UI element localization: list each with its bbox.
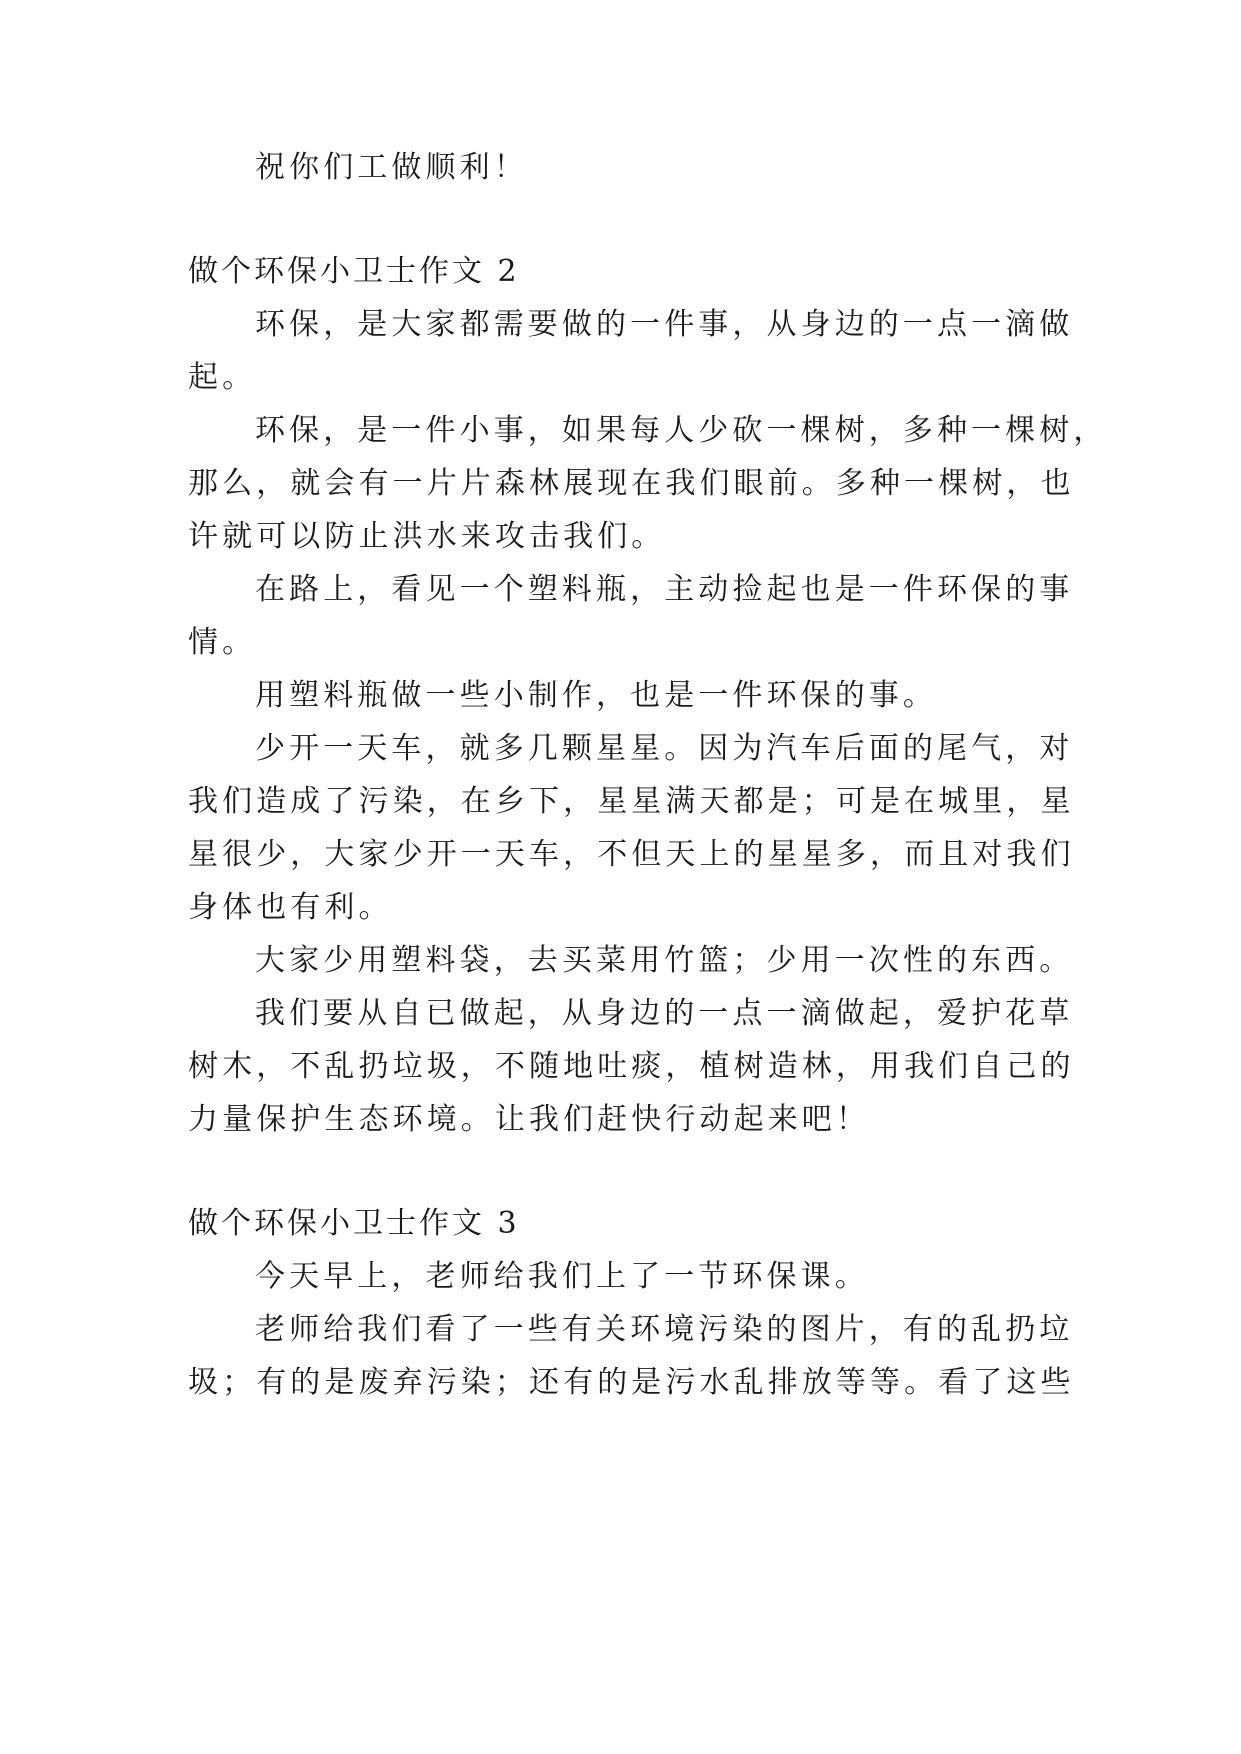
paragraph-line: 少开一天车，就多几颗星星。因为汽车后面的尾气，对 xyxy=(255,731,1074,766)
paragraph-line: 我们要从自已做起，从身边的一点一滴做起，爱护花草 xyxy=(255,996,1074,1031)
section-heading: 做个环保小卫士作文 2 xyxy=(188,254,520,289)
paragraph-line: 环保，是一件小事，如果每人少砍一棵树，多种一棵树， xyxy=(255,413,1108,448)
paragraph-line: 大家少用塑料袋，去买菜用竹篮；少用一次性的东西。 xyxy=(255,943,1074,978)
paragraph-line: 那么，就会有一片片森林展现在我们眼前。多种一棵树，也 xyxy=(188,466,1075,501)
paragraph-line: 我们造成了污染，在乡下，星星满天都是；可是在城里，星 xyxy=(188,784,1075,819)
closing-line: 祝你们工做顺利！ xyxy=(255,150,528,185)
paragraph-line: 许就可以防止洪水来攻击我们。 xyxy=(188,519,666,554)
paragraph-line: 身体也有利。 xyxy=(188,890,393,925)
section-heading: 做个环保小卫士作文 3 xyxy=(188,1206,520,1241)
paragraph-line: 情。 xyxy=(188,625,257,660)
paragraph-line: 星很少，大家少开一天车，不但天上的星星多，而且对我们 xyxy=(188,837,1075,872)
paragraph-line: 今天早上，老师给我们上了一节环保课。 xyxy=(255,1259,869,1294)
paragraph-line: 环保，是大家都需要做的一件事，从身边的一点一滴做 xyxy=(255,307,1074,342)
paragraph-line: 圾；有的是废弃污染；还有的是污水乱排放等等。看了这些 xyxy=(188,1365,1075,1400)
paragraph-line: 力量保护生态环境。让我们赶快行动起来吧！ xyxy=(188,1102,870,1137)
paragraph-line: 起。 xyxy=(188,360,257,395)
paragraph-line: 在路上，看见一个塑料瓶，主动捡起也是一件环保的事 xyxy=(255,572,1074,607)
paragraph-line: 用塑料瓶做一些小制作，也是一件环保的事。 xyxy=(255,678,937,713)
paragraph-line: 树木，不乱扔垃圾，不随地吐痰，植树造林，用我们自己的 xyxy=(188,1049,1075,1084)
paragraph-line: 老师给我们看了一些有关环境污染的图片，有的乱扔垃 xyxy=(255,1312,1074,1347)
